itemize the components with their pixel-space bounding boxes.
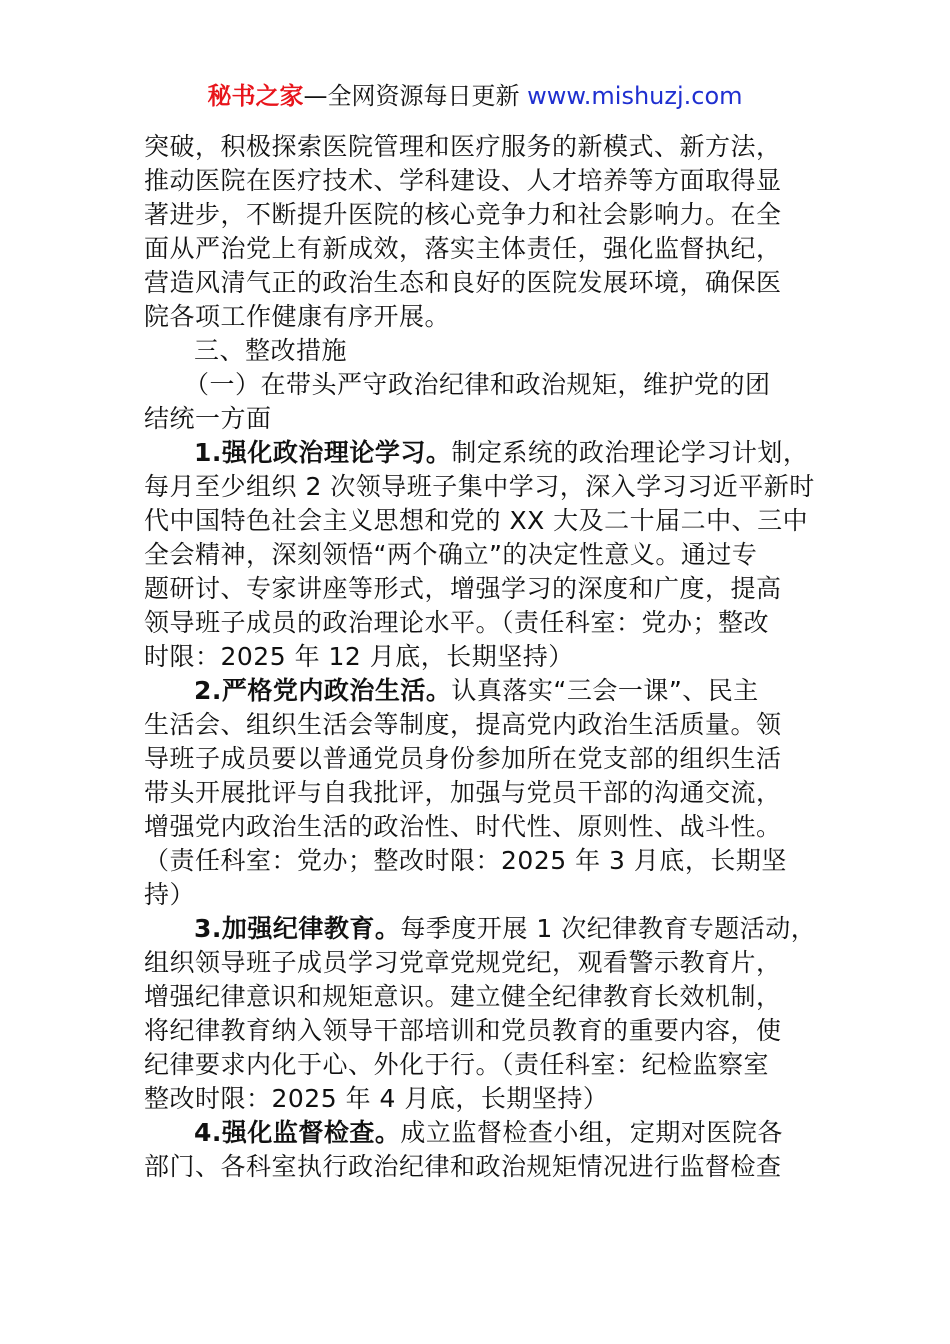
brand-name: 秘书之家 [207,82,304,110]
measure-title: 3.加强纪律教育。 [194,914,401,943]
body-line: 时限：2025 年 12 月底，长期坚持） [144,642,574,671]
section-heading: 三、整改措施 [194,336,348,365]
body-line: 院各项工作健康有序开展。 [144,302,451,331]
site-header [0,80,950,112]
body-line: 突破，积极探索医院管理和医疗服务的新模式、新方法， [144,132,782,161]
measure-text: 成立监督检查小组，定期对医院各 [400,1118,783,1147]
measure-item-1 [144,436,814,470]
body-line: 面从严治党上有新成效，落实主体责任，强化监督执纪， [144,234,782,263]
document-body [144,130,817,1184]
body-line: 部门、各科室执行政治纪律和政治规矩情况进行监督检查 [144,1152,782,1181]
measure-title: 1.强化政治理论学习。 [194,438,452,467]
body-line: 每月至少组织 2 次领导班子集中学习，深入学习习近平新时 [144,472,815,501]
body-line: 持） [144,880,196,909]
measure-title: 2.严格党内政治生活。 [194,676,452,705]
body-line: 组织领导班子成员学习党章党规党纪，观看警示教育片， [144,948,782,977]
body-line: 带头开展批评与自我批评，加强与党员干部的沟通交流， [144,778,782,807]
body-line: 代中国特色社会主义思想和党的 XX 大及二十届二中、三中 [144,506,809,535]
subsection-heading-cont: 结统一方面 [144,404,272,433]
body-line: 营造风清气正的政治生态和良好的医院发展环境，确保医 [144,268,782,297]
body-line: 整改时限：2025 年 4 月底，长期坚持） [144,1084,609,1113]
measure-text: 制定系统的政治理论学习计划， [451,438,809,467]
body-line: 导班子成员要以普通党员身份参加所在党支部的组织生活 [144,744,782,773]
measure-item-4 [144,1116,814,1150]
site-url-link[interactable]: www.mishuzj.com [527,82,743,110]
body-line: 生活会、组织生活会等制度，提高党内政治生活质量。领 [144,710,782,739]
body-line: 纪律要求内化于心、外化于行。（责任科室：纪检监察室 [144,1050,770,1079]
measure-title: 4.强化监督检查。 [194,1118,401,1147]
body-line: 将纪律教育纳入领导干部培训和党员教育的重要内容，使 [144,1016,782,1045]
body-line: （责任科室：党办；整改时限：2025 年 3 月底，长期坚 [144,846,787,875]
body-line: 领导班子成员的政治理论水平。（责任科室：党办；整改 [144,608,770,637]
measure-text: 每季度开展 1 次纪律教育专题活动， [400,914,817,943]
body-line: 增强党内政治生活的政治性、时代性、原则性、战斗性。 [144,812,782,841]
body-line: 全会精神，深刻领悟“两个确立”的决定性意义。通过专 [144,540,758,569]
header-tagline: —全网资源每日更新 [303,82,520,110]
body-line: 题研讨、专家讲座等形式，增强学习的深度和广度，提高 [144,574,782,603]
measure-item-3 [144,912,817,946]
measure-text: 认真落实“三会一课”、民主 [451,676,759,705]
body-line: 推动医院在医疗技术、学科建设、人才培养等方面取得显 [144,166,782,195]
body-line: 增强纪律意识和规矩意识。建立健全纪律教育长效机制， [144,982,782,1011]
body-line: 著进步，不断提升医院的核心竞争力和社会影响力。在全 [144,200,782,229]
measure-item-2 [144,674,814,708]
subsection-heading: （一）在带头严守政治纪律和政治规矩，维护党的团 [184,370,771,399]
